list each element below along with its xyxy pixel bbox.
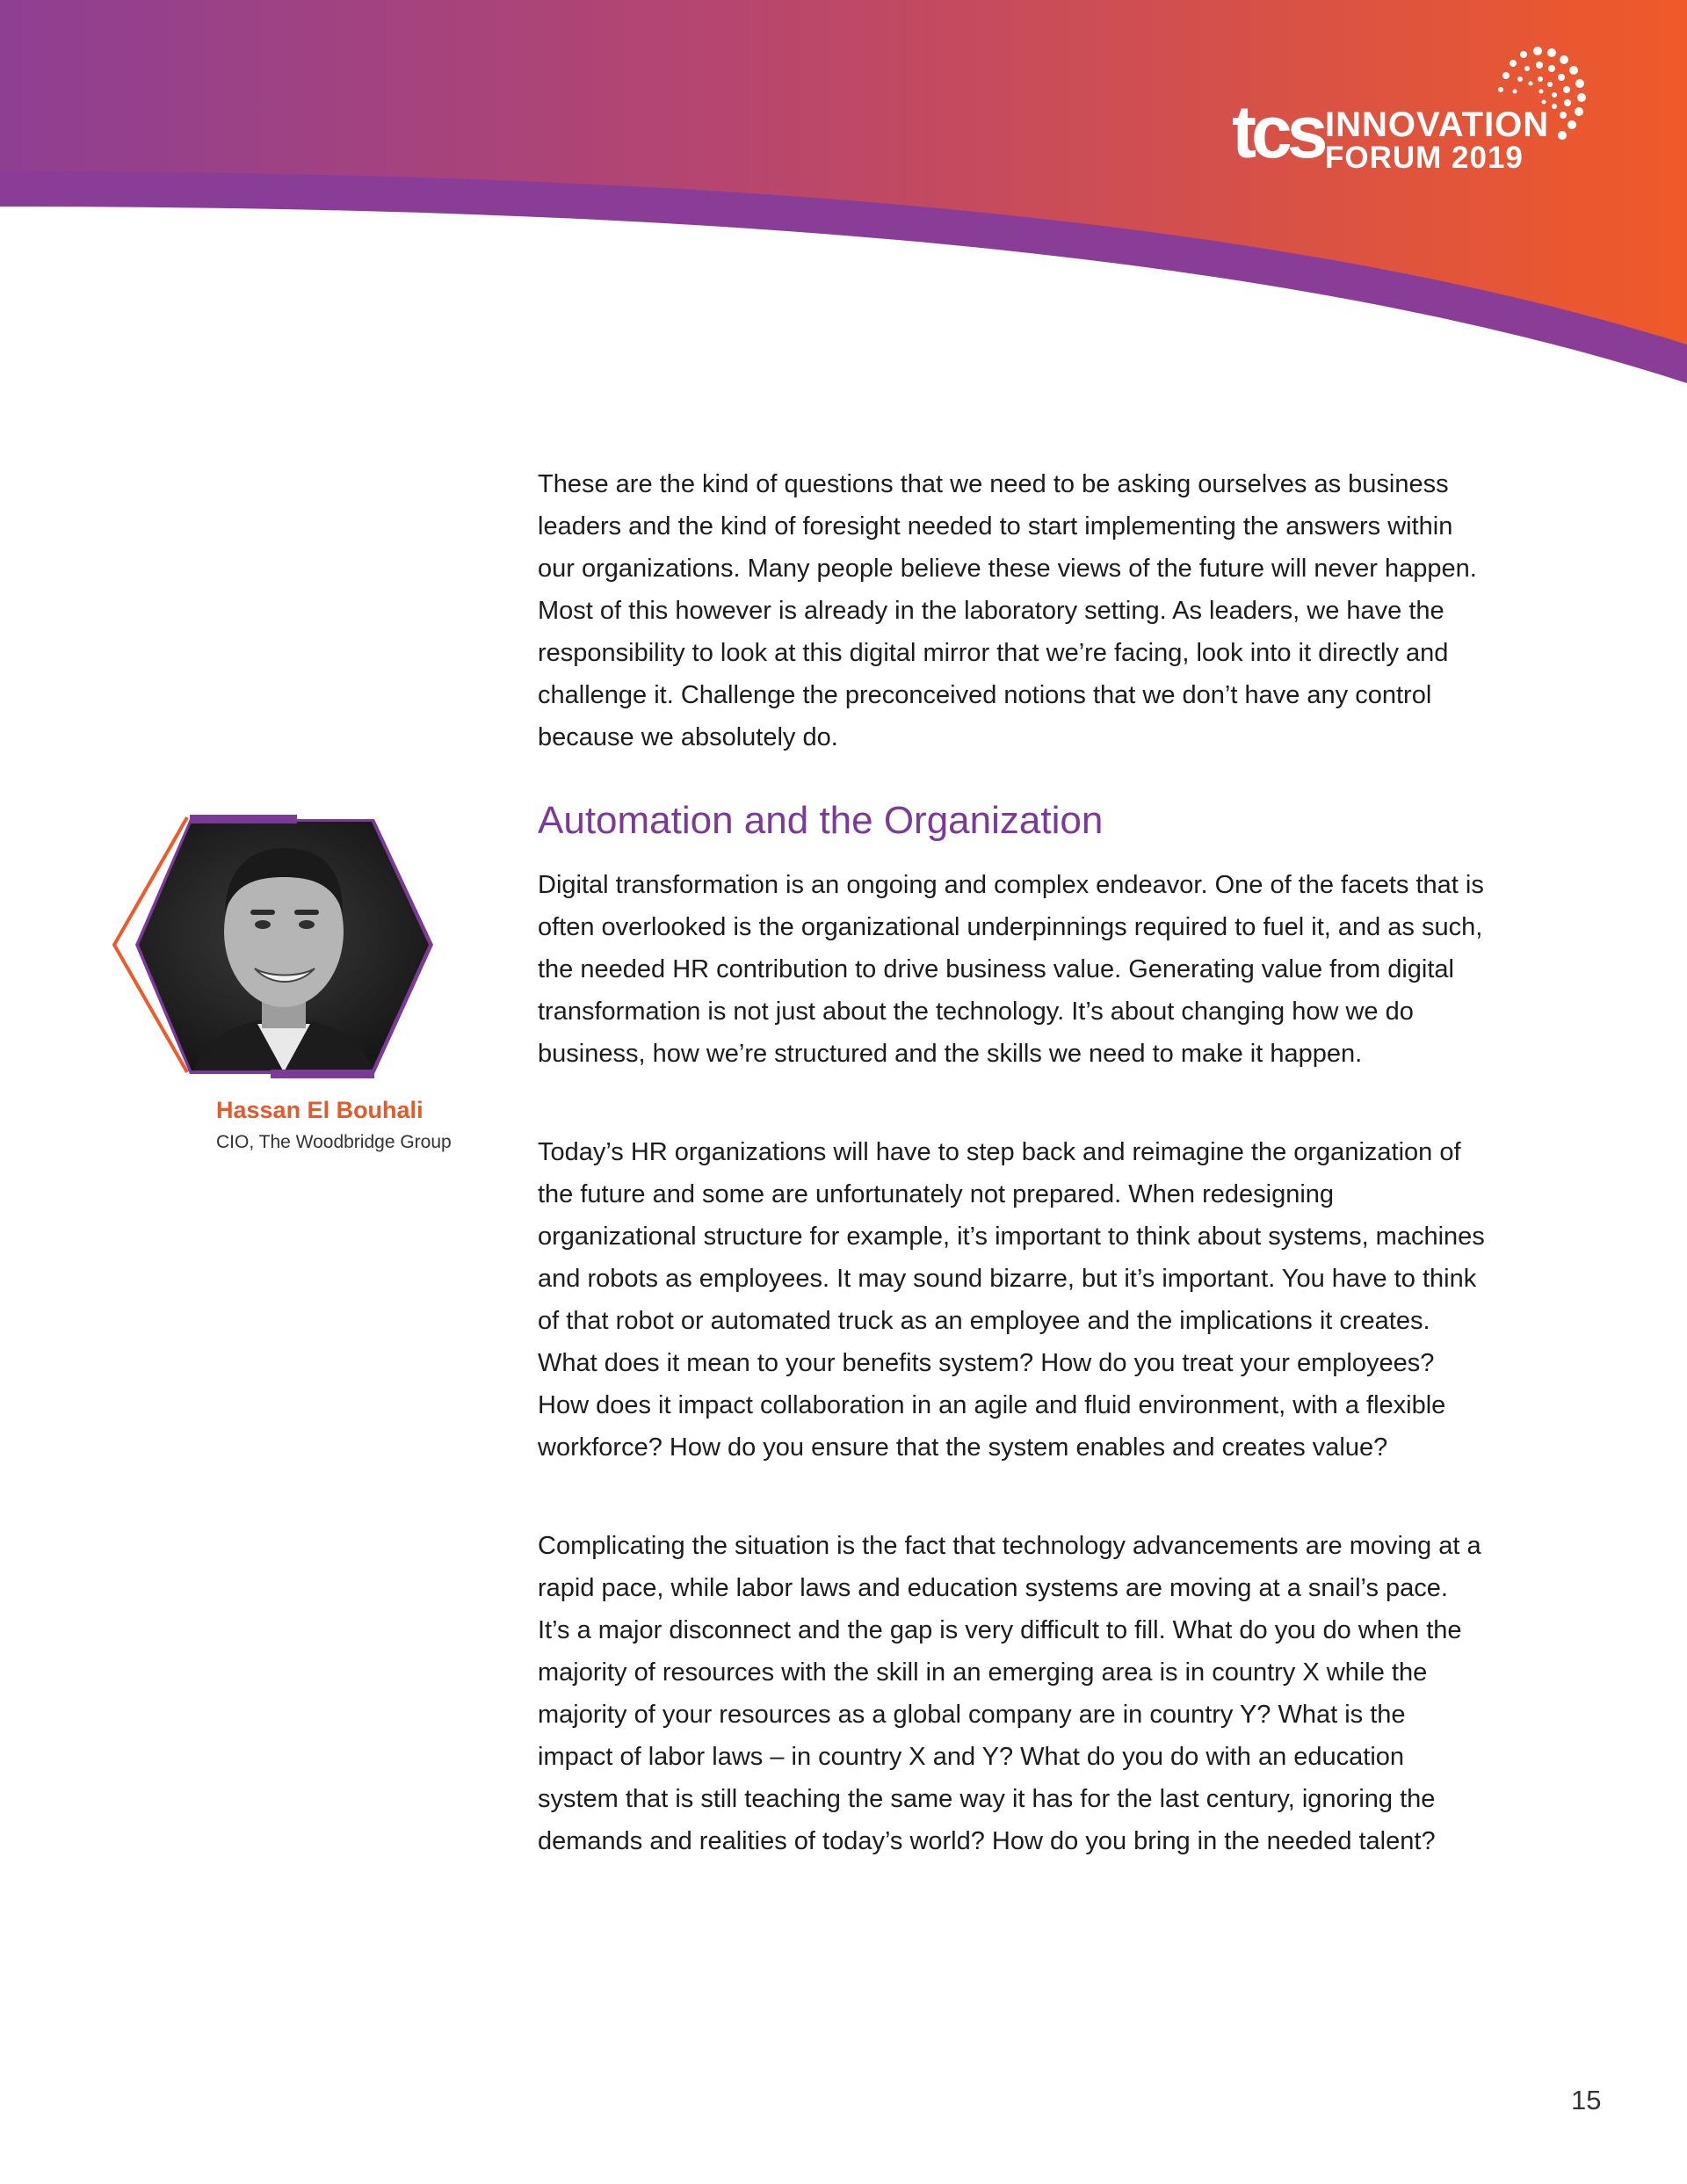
speaker-name: Hassan El Bouhali (216, 1097, 424, 1123)
logo-line-1: INNOVATION (1325, 105, 1550, 144)
section-heading: Automation and the Organization (538, 799, 1104, 842)
logo-line-2: FORUM 2019 (1325, 141, 1524, 175)
intro-paragraph: These are the kind of questions that we need to be asking ourselves as business leaders and the kind of foresight needed to start implementing the answers within our organizations. Many people believe these views of the future will never happen. Most of this however is already in the laboratory setting. As leaders, we have the responsibility to look at this digital mirror that we’re facing, look into it directly and challenge it. Challenge the preconceived notions that we don’t have any control because we absolutely do. (538, 470, 1477, 751)
body-paragraph: Digital transformation is an ongoing and complex endeavor. One of the facets that is often overlooked is the organizational underpinnings required to fuel it, and as such, the needed HR contribution to drive business value. Generating value from digital transformation is not just about the technology. It’s about changing how we do business, how we’re structured and the skills we need to make it happen. (538, 871, 1484, 1068)
dotted-arc-icon (1485, 44, 1590, 158)
tcs-innovation-forum-logo (1221, 44, 1590, 185)
page-number: 15 (1571, 2085, 1602, 2115)
body-paragraph: Complicating the situation is the fact that technology advancements are moving at a rapid pace, while labor laws and education systems are moving at a snail’s pace. It’s a major disconnect and the gap is very difficult to fill. What do you do when the majority of resources with the skill in an emerging area is in country X while the majority of your resources as a global company are in country Y? What is the impact of labor laws – in country X and Y? What do you do with an education system that is still teaching the same way it has for the last century, ignoring the demands and realities of today’s world? How do you bring in the needed talent? (538, 1532, 1481, 1855)
logo-brand: tcs (1232, 91, 1323, 173)
speaker-portrait (104, 809, 446, 1090)
body-paragraph: Today’s HR organizations will have to step back and reimagine the organization of the future and some are unfortunately not prepared. When redesigning organizational structure for example, it’s important to think about systems, machines and robots as employees. It may sound bizarre, but it’s important. You have to think of that robot or automated truck as an employee and the implications it creates. What does it mean to your benefits system? How do you treat your employees? How does it impact collaboration in an agile and fluid environment, with a flexible workforce? How do you ensure that the system enables and creates value? (538, 1138, 1485, 1462)
speaker-title: CIO, The Woodbridge Group (216, 1132, 452, 1152)
